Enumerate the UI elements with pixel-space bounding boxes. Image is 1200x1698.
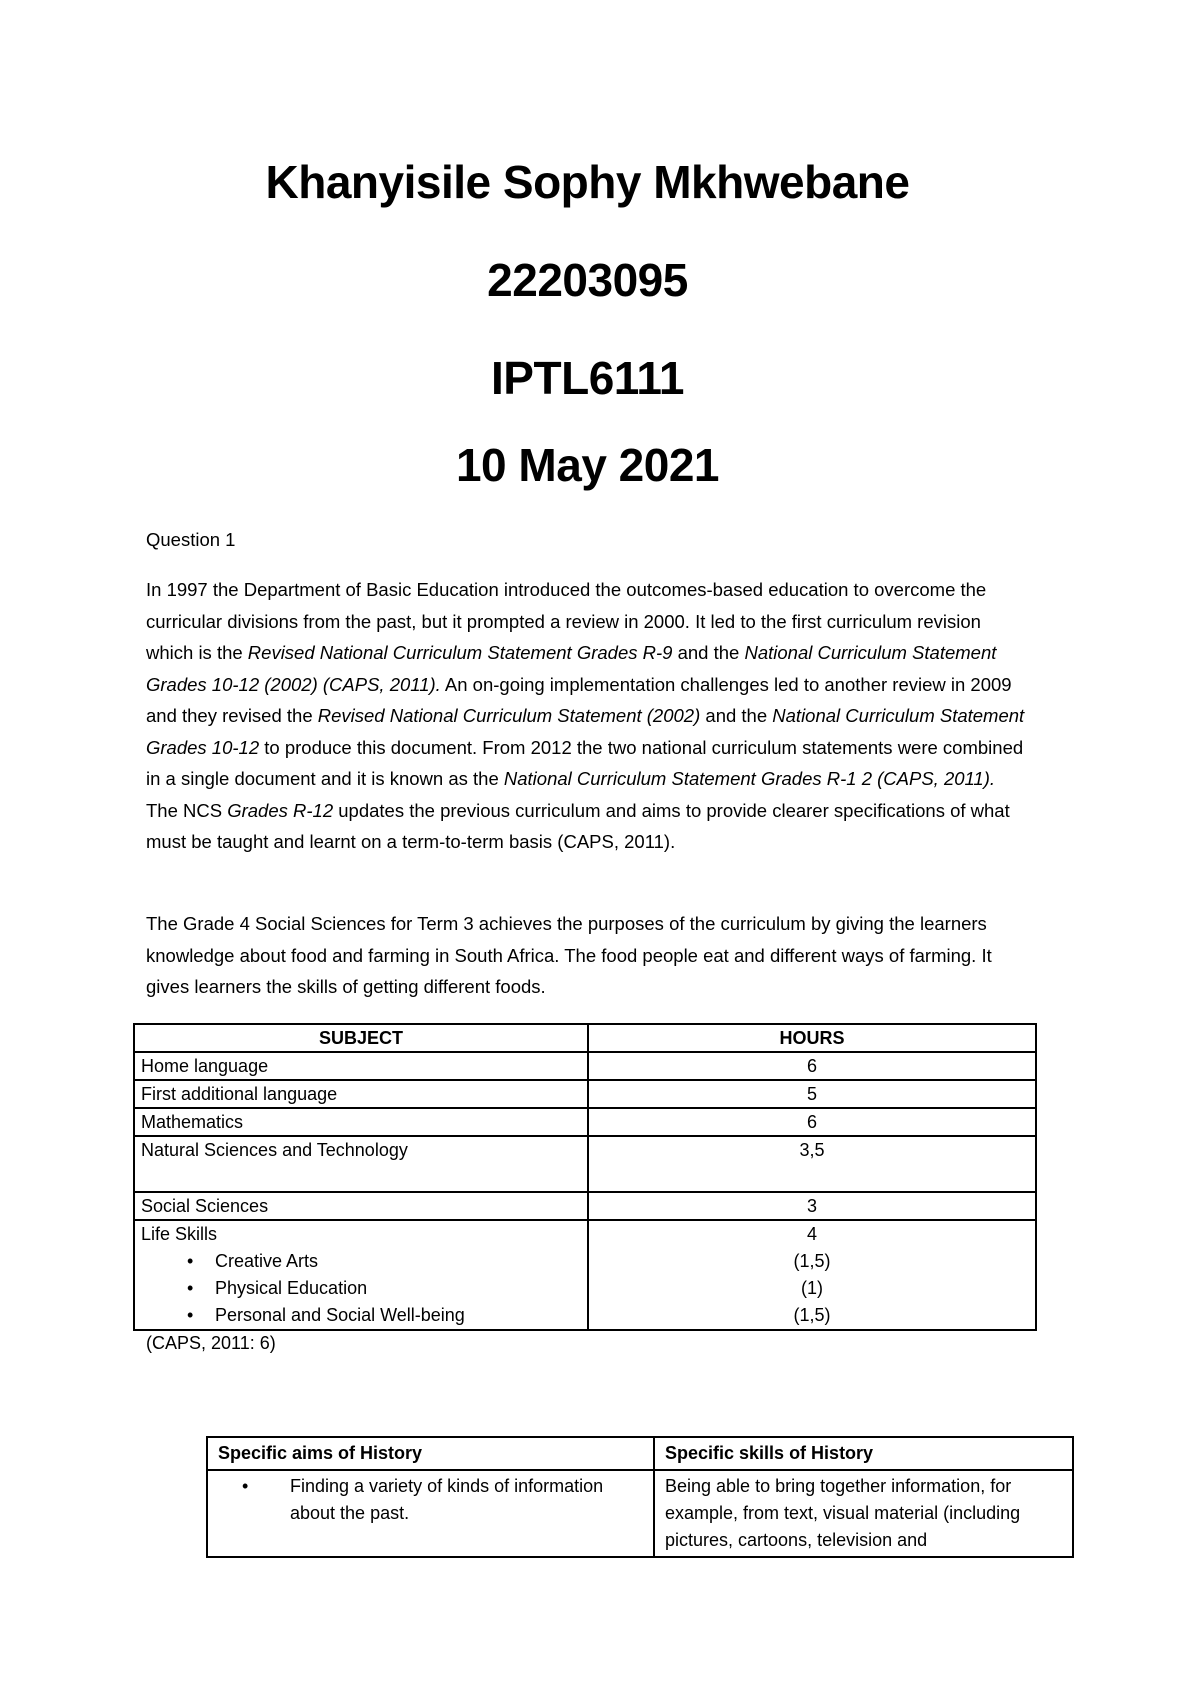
hours-value: (1,5) (793, 1305, 831, 1325)
subjects-hours-table (133, 1023, 1037, 1331)
subject-cell: First additional language (134, 1080, 588, 1108)
hours-cell: 6 (588, 1108, 1036, 1136)
hours-cell: 6 (588, 1052, 1036, 1080)
column-header-hours: HOURS (588, 1024, 1036, 1052)
column-header-subject: SUBJECT (134, 1024, 588, 1052)
life-skills-hours-cell (588, 1220, 1036, 1330)
paragraph-1: In 1997 the Department of Basic Education introduced the outcomes-based education to overcome the curricular divisions from the past, but it prompted a review in 2000. It led to the first curriculum revision which is the Revised National Curriculum Statement Grades R-9 and the National Curriculum Statement Grades 10-12 (2002) (CAPS, 2011). An on-going implementation challenges led to another review in 2009 and they revised the Revised National Curriculum Statement (2002) and the National Curriculum Statement Grades 10-12 to produce this document. From 2012 the two national curriculum statements were combined in a single document and it is known as the National Curriculum Statement Grades R-1 2 (CAPS, 2011). The NCS Grades R-12 updates the previous curriculum and aims to provide clearer specifications of what must be taught and learnt on a term-to-term basis (CAPS, 2011). (146, 579, 1025, 852)
student-number: 22203095 (487, 254, 688, 306)
life-skills-label: Life Skills (141, 1224, 218, 1244)
question-label: Question 1 (146, 529, 236, 550)
hours-cell: 3,5 (588, 1136, 1036, 1192)
table-row (207, 1470, 1073, 1557)
subject-cell: Natural Sciences and Technology (134, 1136, 588, 1192)
author-name: Khanyisile Sophy Mkhwebane (265, 156, 910, 208)
life-skills-item: Creative Arts (215, 1251, 319, 1271)
paragraph-2: The Grade 4 Social Sciences for Term 3 achieves the purposes of the curriculum by giving the learners knowledge about food and farming in South Africa. The food people eat and different ways of farming. It gives learners the skills of getting different foods. (146, 913, 992, 997)
submission-date: 10 May 2021 (455, 439, 720, 491)
life-skills-subject-cell (134, 1220, 588, 1330)
table-row (134, 1136, 1036, 1192)
table-header-row (134, 1024, 1036, 1052)
history-aims-skills-table (206, 1436, 1074, 1558)
life-skills-item: Personal and Social Well-being (215, 1305, 465, 1325)
hours-cell: 3 (588, 1192, 1036, 1220)
table-row (134, 1052, 1036, 1080)
table-row (134, 1108, 1036, 1136)
subject-cell: Social Sciences (134, 1192, 588, 1220)
bullet-icon: • (242, 1476, 249, 1496)
hours-value: 4 (806, 1224, 817, 1244)
subject-cell: Mathematics (134, 1108, 588, 1136)
hours-value: (1,5) (793, 1251, 831, 1271)
hours-value: (1) (801, 1278, 823, 1298)
table-row (134, 1192, 1036, 1220)
subject-cell: Home language (134, 1052, 588, 1080)
table-row-life-skills (134, 1220, 1036, 1330)
skill-cell: Being able to bring together information, for example, from text, visual material (including pictures, cartoons, television and (654, 1470, 1073, 1557)
module-code: IPTL6111 (491, 352, 684, 404)
column-header-skills: Specific skills of History (654, 1437, 1073, 1470)
life-skills-item: Physical Education (215, 1278, 368, 1298)
aim-cell: • Finding a variety of kinds of information about the past. (207, 1470, 654, 1557)
column-header-aims: Specific aims of History (207, 1437, 654, 1470)
table-row (134, 1080, 1036, 1108)
table-citation: (CAPS, 2011: 6) (146, 1333, 276, 1353)
hours-cell: 5 (588, 1080, 1036, 1108)
table-header-row (207, 1437, 1073, 1470)
